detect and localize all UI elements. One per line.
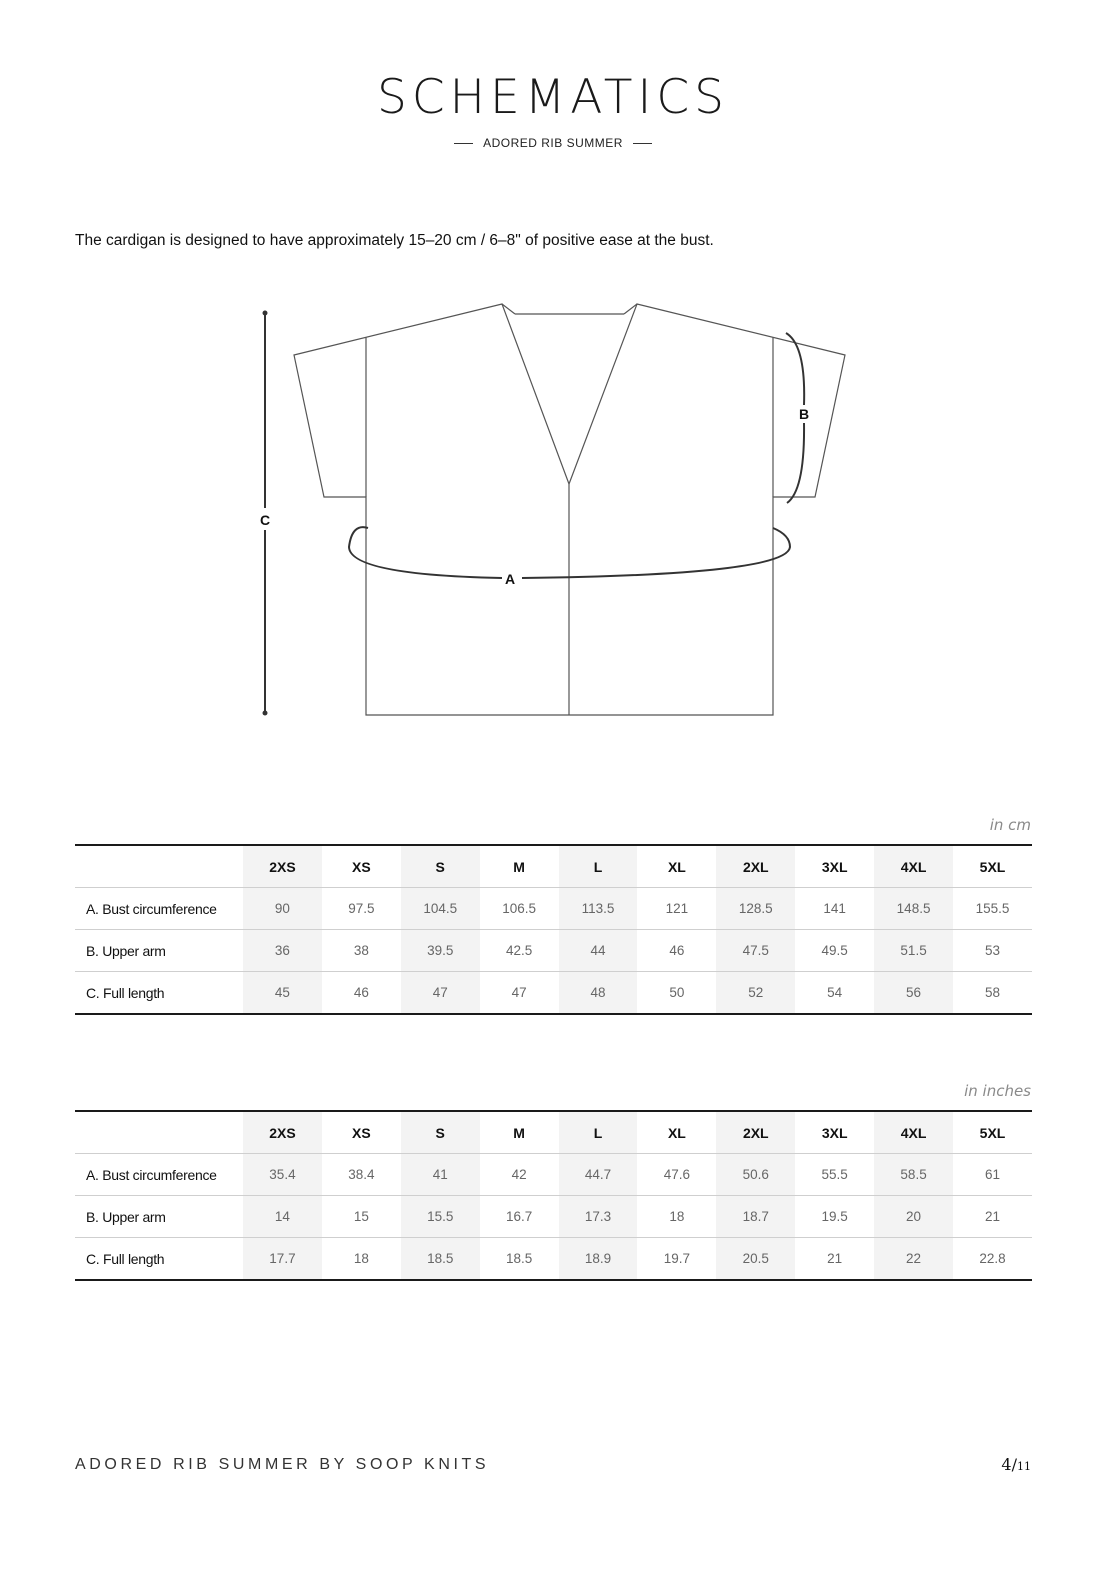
table-cell: 18 <box>322 1238 401 1281</box>
table-cell: 20 <box>874 1196 953 1238</box>
table-cell: 38.4 <box>322 1154 401 1196</box>
table-cell: 54 <box>795 972 874 1015</box>
table-cell: 46 <box>637 930 716 972</box>
table-cell: 22 <box>874 1238 953 1281</box>
table-cell: 15.5 <box>401 1196 480 1238</box>
table-cell: 42 <box>480 1154 559 1196</box>
size-header: 2XL <box>716 1111 795 1154</box>
table-cell: 45 <box>243 972 322 1015</box>
measurements-table-cm <box>75 844 1032 1015</box>
size-header: L <box>559 1111 638 1154</box>
table-cell: 47 <box>480 972 559 1015</box>
subtitle-text: ADORED RIB SUMMER <box>483 136 623 150</box>
table-cell: 58 <box>953 972 1032 1015</box>
label-a: A <box>504 571 516 587</box>
table-cell: 61 <box>953 1154 1032 1196</box>
size-header: XS <box>322 845 401 888</box>
size-header: M <box>480 845 559 888</box>
table-cell: 128.5 <box>716 888 795 930</box>
table-cell: 36 <box>243 930 322 972</box>
row-label: C. Full length <box>75 972 243 1015</box>
table-cell: 53 <box>953 930 1032 972</box>
right-sleeve-and-body <box>569 304 845 715</box>
table-cell: 19.7 <box>637 1238 716 1281</box>
table-cell: 97.5 <box>322 888 401 930</box>
table-cell: 20.5 <box>716 1238 795 1281</box>
table-cell: 16.7 <box>480 1196 559 1238</box>
table-cell: 18.5 <box>401 1238 480 1281</box>
page-title: SCHEMATICS <box>377 70 729 125</box>
row-label: B. Upper arm <box>75 1196 243 1238</box>
unit-label-inches: in inches <box>964 1082 1031 1100</box>
table-header-row <box>75 1111 1032 1154</box>
size-header: XL <box>637 1111 716 1154</box>
size-header: M <box>480 1111 559 1154</box>
size-header: 4XL <box>874 845 953 888</box>
size-header: 5XL <box>953 1111 1032 1154</box>
ease-note: The cardigan is designed to have approximately 15–20 cm / 6–8" of positive ease at the bust. <box>75 232 714 249</box>
table-cell: 141 <box>795 888 874 930</box>
label-b: B <box>798 406 810 422</box>
table-cell: 51.5 <box>874 930 953 972</box>
cardigan-schematic <box>0 290 1106 730</box>
header-label-cell <box>75 845 243 888</box>
table-cell: 15 <box>322 1196 401 1238</box>
table-cell: 47 <box>401 972 480 1015</box>
table-cell: 55.5 <box>795 1154 874 1196</box>
page-total: 11 <box>1017 1460 1031 1473</box>
table-cell: 50.6 <box>716 1154 795 1196</box>
size-header: 3XL <box>795 1111 874 1154</box>
table-cell: 90 <box>243 888 322 930</box>
table-cell: 42.5 <box>480 930 559 972</box>
table-cell: 17.7 <box>243 1238 322 1281</box>
size-header: 4XL <box>874 1111 953 1154</box>
table-cell: 58.5 <box>874 1154 953 1196</box>
subtitle-rule-right <box>633 143 652 144</box>
table-cell: 50 <box>637 972 716 1015</box>
table-cell: 21 <box>795 1238 874 1281</box>
size-header: 3XL <box>795 845 874 888</box>
table-row <box>75 1154 1032 1196</box>
footer-pattern-title: ADORED RIB SUMMER BY SOOP KNITS <box>75 1456 490 1473</box>
table-row <box>75 972 1032 1015</box>
table-cell: 49.5 <box>795 930 874 972</box>
size-header: S <box>401 1111 480 1154</box>
table-cell: 38 <box>322 930 401 972</box>
table-header-row <box>75 845 1032 888</box>
table-row <box>75 1196 1032 1238</box>
table-cell: 18.5 <box>480 1238 559 1281</box>
row-label: C. Full length <box>75 1238 243 1281</box>
measurements-table-inches <box>75 1110 1032 1281</box>
size-header: 2XL <box>716 845 795 888</box>
size-header: 2XS <box>243 845 322 888</box>
cardigan-outline <box>294 304 845 715</box>
table-cell: 44 <box>559 930 638 972</box>
subtitle-rule-left <box>454 143 473 144</box>
length-measure-top-dot <box>263 311 268 316</box>
page-current: 4 <box>1001 1455 1012 1474</box>
table-cell: 47.5 <box>716 930 795 972</box>
size-header: 2XS <box>243 1111 322 1154</box>
size-header: XL <box>637 845 716 888</box>
size-header: L <box>559 845 638 888</box>
size-header: XS <box>322 1111 401 1154</box>
table-cell: 148.5 <box>874 888 953 930</box>
row-label: B. Upper arm <box>75 930 243 972</box>
table-cell: 46 <box>322 972 401 1015</box>
size-header: S <box>401 845 480 888</box>
table-row <box>75 888 1032 930</box>
table-cell: 56 <box>874 972 953 1015</box>
row-label: A. Bust circumference <box>75 888 243 930</box>
table-cell: 113.5 <box>559 888 638 930</box>
table-row <box>75 930 1032 972</box>
left-sleeve-and-body <box>294 304 569 715</box>
table-cell: 18 <box>637 1196 716 1238</box>
table-cell: 121 <box>637 888 716 930</box>
table-cell: 106.5 <box>480 888 559 930</box>
size-header: 5XL <box>953 845 1032 888</box>
table-cell: 19.5 <box>795 1196 874 1238</box>
table-row <box>75 1238 1032 1281</box>
table-cell: 22.8 <box>953 1238 1032 1281</box>
table-cell: 35.4 <box>243 1154 322 1196</box>
row-label: A. Bust circumference <box>75 1154 243 1196</box>
table-cell: 18.9 <box>559 1238 638 1281</box>
table-cell: 21 <box>953 1196 1032 1238</box>
table-cell: 155.5 <box>953 888 1032 930</box>
table-cell: 18.7 <box>716 1196 795 1238</box>
table-cell: 44.7 <box>559 1154 638 1196</box>
unit-label-cm: in cm <box>989 816 1031 834</box>
table-cell: 48 <box>559 972 638 1015</box>
table-cell: 39.5 <box>401 930 480 972</box>
table-cell: 52 <box>716 972 795 1015</box>
label-c: C <box>259 512 271 528</box>
page-subtitle <box>0 136 1106 150</box>
table-cell: 41 <box>401 1154 480 1196</box>
table-cell: 14 <box>243 1196 322 1238</box>
page-number: 4/11 <box>1001 1455 1031 1474</box>
table-cell: 47.6 <box>637 1154 716 1196</box>
header-label-cell <box>75 1111 243 1154</box>
table-cell: 104.5 <box>401 888 480 930</box>
table-cell: 17.3 <box>559 1196 638 1238</box>
length-measure-bottom-dot <box>263 711 268 716</box>
